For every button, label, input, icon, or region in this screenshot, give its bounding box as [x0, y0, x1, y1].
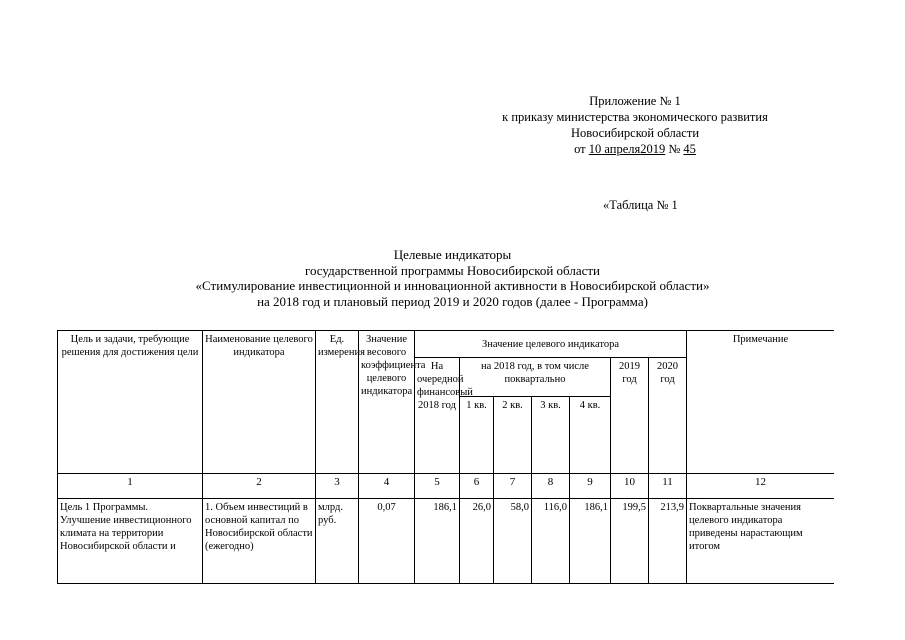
header-weight: Значение весового коэффициента целевого индикатора [359, 331, 415, 474]
appendix-date-line [470, 141, 800, 157]
cell-2019: 199,5 [611, 499, 649, 584]
column-number: 11 [649, 474, 687, 499]
column-number: 10 [611, 474, 649, 499]
column-number: 3 [316, 474, 359, 499]
cell-2020: 213,9 [649, 499, 687, 584]
header-unit: Ед. измерения [316, 331, 359, 474]
column-number: 5 [415, 474, 460, 499]
header-goal: Цель и задачи, требующие решения для достижения цели [58, 331, 203, 474]
date-month: апреля [604, 142, 641, 156]
column-number: 4 [359, 474, 415, 499]
column-number: 1 [58, 474, 203, 499]
column-number: 7 [494, 474, 532, 499]
table-header-row-1 [58, 331, 835, 358]
appendix-region-line: Новосибирской области [570, 126, 700, 140]
column-number: 9 [570, 474, 611, 499]
header-target-value: Значение целевого индикатора [415, 331, 687, 358]
cell-unit: млрд. руб. [316, 499, 359, 584]
cell-2018: 186,1 [415, 499, 460, 584]
column-number: 12 [687, 474, 835, 499]
cell-q3: 116,0 [532, 499, 570, 584]
header-quarterly: на 2018 год, в том числе поквартально [460, 358, 611, 397]
column-numbers-row [58, 474, 835, 499]
title-line-4: на 2018 год и плановый период 2019 и 2020 годов (далее - Программа) [257, 293, 648, 309]
title-line-2: государственной программы Новосибирской области [304, 262, 601, 278]
cell-q1: 26,0 [460, 499, 494, 584]
cell-q2: 58,0 [494, 499, 532, 584]
header-q4: 4 кв. [570, 397, 611, 474]
date-prefix: от [574, 142, 589, 156]
appendix-order-line: к приказу министерства экономического развития [502, 110, 768, 124]
title-line-1: Целевые индикаторы [393, 247, 512, 262]
column-number: 2 [203, 474, 316, 499]
appendix-title: Приложение № 1 [589, 94, 681, 108]
header-next-year: На очередной финансовый 2018 год [415, 358, 460, 474]
date-year: 2019 [640, 142, 666, 156]
header-q1: 1 кв. [460, 397, 494, 474]
cell-indicator: 1. Объем инвестиций в основной капитал по Новосибирской области (ежегодно) [203, 499, 316, 584]
cell-note: Поквартальные значения целевого индикатора приведены нарастающим итогом [687, 499, 835, 584]
cell-weight: 0,07 [359, 499, 415, 584]
number-sign: № [665, 142, 684, 156]
order-number: 45 [683, 142, 696, 156]
table-label: «Таблица № 1 [603, 198, 678, 212]
column-number: 6 [460, 474, 494, 499]
header-2019: 2019 год [611, 358, 649, 474]
column-number: 8 [532, 474, 570, 499]
appendix-block [470, 93, 800, 157]
header-2020: 2020 год [649, 358, 687, 474]
header-indicator-name: Наименование целевого индикатора [203, 331, 316, 474]
header-q2: 2 кв. [494, 397, 532, 474]
table-row [58, 499, 835, 584]
cell-q4: 186,1 [570, 499, 611, 584]
title-line-3: «Стимулирование инвестиционной и инновационной активности в Новосибирской области» [195, 278, 710, 293]
indicators-table-container [57, 330, 834, 584]
header-q3: 3 кв. [532, 397, 570, 474]
cell-goal: Цель 1 Программы. Улучшение инвестиционного климата на территории Новосибирской области и [58, 499, 203, 584]
indicators-table [57, 330, 834, 584]
document-title [60, 247, 845, 309]
header-note: Примечание [687, 331, 835, 474]
date-day: 10 [588, 142, 602, 156]
